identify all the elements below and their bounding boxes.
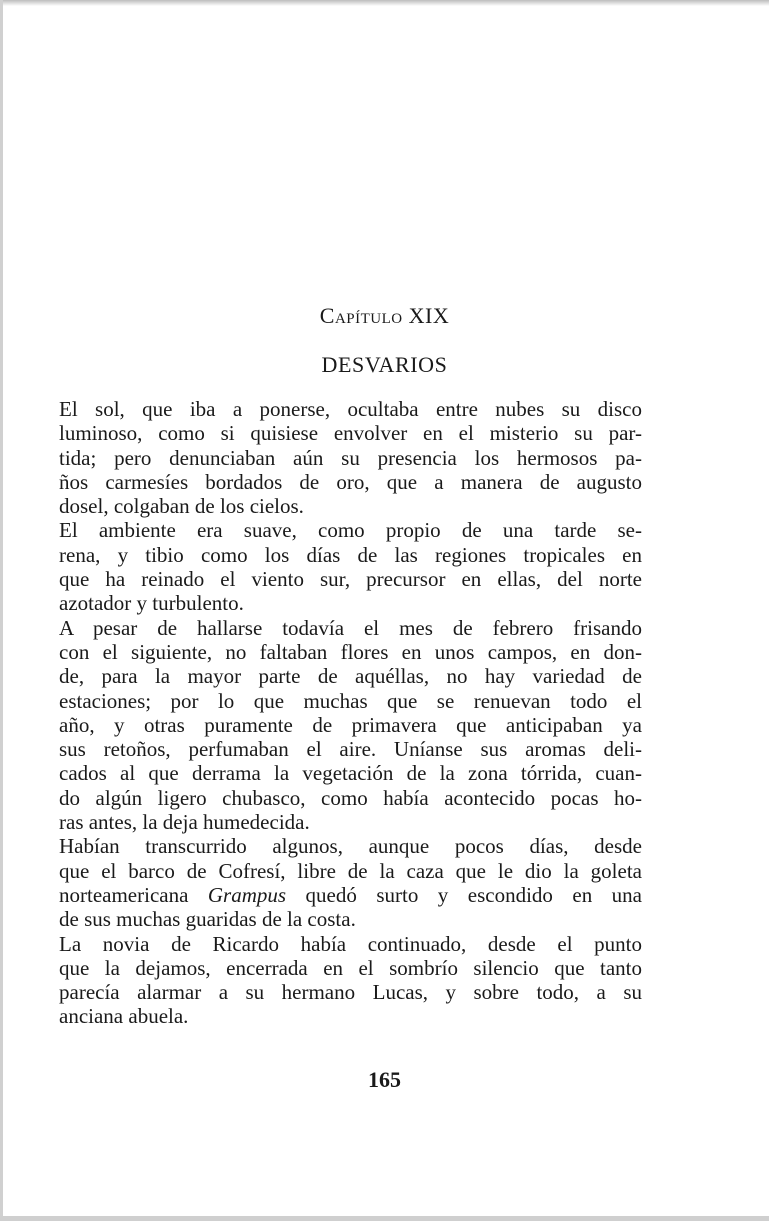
text-line: rena, y tibio como los días de las regiones tropicales en — [59, 542, 642, 567]
text-line: que el barco de Cofresí, libre de la caza que le dio la goleta — [59, 858, 642, 883]
chapter-label: Capítulo — [319, 303, 403, 328]
text-line: ños carmesíes bordados de oro, que a manera de augusto — [59, 469, 642, 494]
chapter-heading — [0, 303, 769, 329]
text-line: estaciones; por lo que muchas que se renuevan todo el — [59, 688, 642, 713]
ship-name-italic: Grampus — [207, 882, 287, 907]
text-line: El ambiente era suave, como propio de una tarde se- — [59, 518, 642, 543]
text-line: año, y otras puramente de primavera que anticipaban ya — [59, 712, 642, 737]
text-line: Habían transcurrido algunos, aunque pocos días, desde — [59, 834, 642, 859]
text-line: que ha reinado el viento sur, precursor en ellas, del norte — [59, 567, 642, 592]
text-line-with-italic — [59, 883, 642, 907]
text-line: parecía alarmar a su hermano Lucas, y sobre todo, a su — [59, 980, 642, 1005]
page-edge-bottom — [0, 1216, 769, 1221]
text-line: anciana abuela. — [59, 1004, 189, 1029]
text-line: tida; pero denunciaban aún su presencia los hermosos pa- — [59, 445, 642, 470]
text-line: de sus muchas guaridas de la costa. — [59, 907, 356, 932]
text-line: La novia de Ricardo había continuado, desde el punto — [59, 931, 642, 956]
body-text — [59, 397, 642, 1029]
text-line: azotador y turbulento. — [59, 591, 244, 616]
text-line: con el siguiente, no faltaban flores en unos campos, en don- — [59, 639, 642, 664]
chapter-number: XIX — [408, 303, 450, 328]
text-line: A pesar de hallarse todavía el mes de febrero frisando — [59, 615, 642, 640]
page-edge-left — [0, 0, 3, 1221]
text-line: de, para la mayor parte de aquéllas, no hay variedad de — [59, 664, 642, 689]
text-line: ras antes, la deja humedecida. — [59, 810, 310, 835]
chapter-title: DESVARIOS — [321, 352, 448, 377]
page-edge-top — [0, 0, 769, 6]
text-line: luminoso, como si quisiese envolver en el misterio su par- — [59, 421, 642, 446]
text-line: que la dejamos, encerrada en el sombrío silencio que tanto — [59, 955, 642, 980]
page-number: 165 — [368, 1067, 401, 1092]
text-line: do algún ligero chubasco, como había acontecido pocas ho- — [59, 785, 642, 810]
text-segment: norteamericana — [59, 882, 208, 907]
text-line: El sol, que iba a ponerse, ocultaba entre nubes su disco — [59, 397, 642, 421]
text-line: dosel, colgaban de los cielos. — [59, 494, 304, 519]
text-line: sus retoños, perfumaban el aire. Uníanse sus aromas deli- — [59, 737, 642, 762]
text-segment: quedó surto y escondido en una — [286, 882, 642, 907]
text-line: cados al que derrama la vegetación de la zona tórrida, cuan- — [59, 761, 642, 786]
